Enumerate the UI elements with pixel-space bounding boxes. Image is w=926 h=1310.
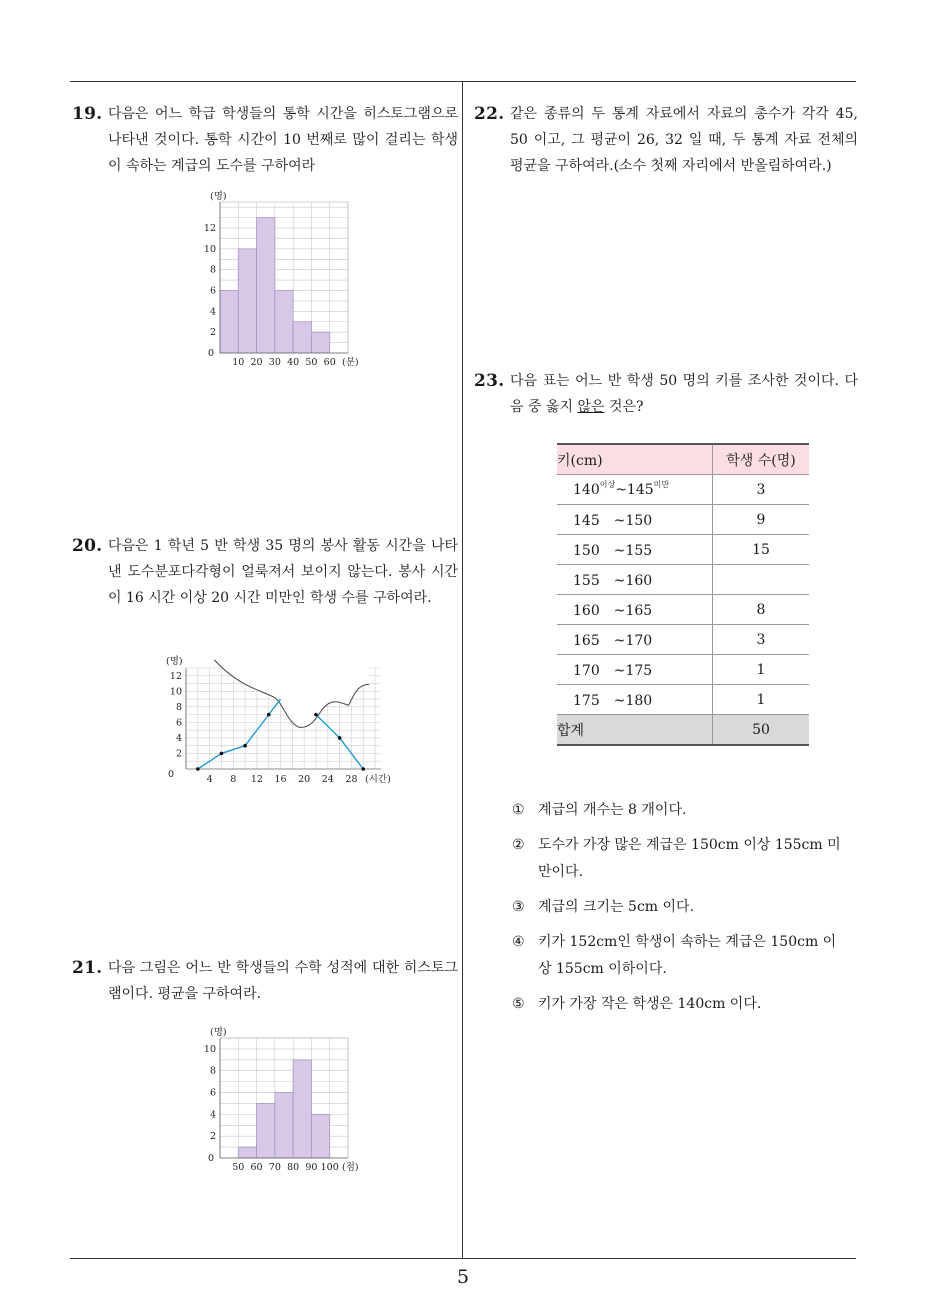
y-tick-label: 4 xyxy=(209,306,216,318)
table-header-row xyxy=(557,444,809,475)
data-point xyxy=(267,713,271,717)
y-tick-label: 6 xyxy=(209,285,216,297)
x-tick-label: 16 xyxy=(274,774,287,785)
x-tick-label: 8 xyxy=(230,774,237,785)
label-exclusive: 미만 xyxy=(653,479,670,489)
option-text: 계급의 크기는 5cm 이다. xyxy=(538,899,695,915)
question-21 xyxy=(72,955,458,1007)
y-unit-label: (명) xyxy=(210,1027,227,1038)
histogram-bar xyxy=(220,291,238,353)
count-cell: 1 xyxy=(713,655,810,685)
x-tick-label: 60 xyxy=(250,1162,263,1173)
question-text-part: 것은? xyxy=(604,399,644,415)
question-22 xyxy=(474,101,858,179)
y-tick-label: 12 xyxy=(169,670,182,682)
question-number: 22. xyxy=(474,104,505,124)
question-text: 다음 그림은 어느 반 학생들의 수학 성적에 대한 히스토그램이다. 평균을 구하여라. xyxy=(108,960,458,1002)
count-cell: 8 xyxy=(713,595,810,625)
count-cell: 9 xyxy=(713,505,810,535)
option-text: 키가 152cm인 학생이 속하는 계급은 150cm 이상 155cm 이하이다. xyxy=(538,934,837,977)
option-text: 도수가 가장 많은 계급은 150cm 이상 155cm 미만이다. xyxy=(538,837,841,880)
x-tick-label: 50 xyxy=(232,1162,245,1173)
data-point xyxy=(220,752,224,756)
histogram-commute-time xyxy=(195,192,370,370)
option-marker: ③ xyxy=(512,899,525,915)
question-text: 다음은 1 학년 5 반 학생 35 명의 봉사 활동 시간을 나타낸 도수분포다각형이 얼룩져서 보이지 않는다. 봉사 시간이 16 시간 이상 20 시간 미만인 학생 수를 구하여라. xyxy=(108,538,458,606)
table-row xyxy=(557,655,809,685)
table-row xyxy=(557,565,809,595)
underlined-word: 않은 xyxy=(577,399,605,415)
range-cell: 165 ~170 xyxy=(557,625,713,655)
option-4[interactable] xyxy=(512,929,842,983)
histogram-math-scores-svg xyxy=(195,1018,370,1178)
x-tick-label: 20 xyxy=(298,774,311,785)
option-3[interactable] xyxy=(512,894,842,921)
y-tick-label: 10 xyxy=(169,686,182,698)
x-unit-label: (분) xyxy=(342,357,359,368)
y-tick-label: 2 xyxy=(209,327,216,339)
x-tick-label: 80 xyxy=(287,1162,300,1173)
range-from: 140 xyxy=(573,481,600,498)
histogram-bar xyxy=(311,1114,329,1158)
question-number: 23. xyxy=(474,371,505,391)
y-tick-label: 4 xyxy=(209,1109,216,1121)
origin-label: 0 xyxy=(207,1153,214,1164)
y-tick-label: 2 xyxy=(175,748,182,760)
table-row xyxy=(557,595,809,625)
data-point xyxy=(243,744,247,748)
range-cell: 170 ~175 xyxy=(557,655,713,685)
range-to: ~145 xyxy=(615,481,654,498)
answer-options xyxy=(512,797,842,1026)
blot-mask xyxy=(214,660,369,727)
histogram-bar xyxy=(293,322,311,353)
count-cell: 15 xyxy=(713,535,810,565)
label-inclusive: 이상 xyxy=(599,479,616,489)
header-height: 키(cm) xyxy=(557,444,713,475)
total-value: 50 xyxy=(713,715,810,746)
range-cell: 175 ~180 xyxy=(557,685,713,715)
range-cell: 145 ~150 xyxy=(557,505,713,535)
option-1[interactable] xyxy=(512,797,842,824)
y-tick-label: 8 xyxy=(209,1065,216,1077)
x-tick-label: 28 xyxy=(345,774,358,785)
histogram-commute-time-svg xyxy=(195,192,370,370)
option-marker: ⑤ xyxy=(512,996,525,1012)
histogram-bar xyxy=(238,249,256,353)
table-row xyxy=(557,475,809,505)
histogram-bar xyxy=(238,1147,256,1158)
x-unit-label: (점) xyxy=(342,1162,359,1173)
data-point xyxy=(338,736,342,740)
question-20 xyxy=(72,533,458,611)
x-tick-label: 60 xyxy=(323,357,336,368)
table-row xyxy=(557,625,809,655)
bottom-rule xyxy=(70,1258,856,1259)
range-cell xyxy=(557,475,713,505)
data-point xyxy=(361,767,365,771)
histogram-bar xyxy=(257,1103,275,1158)
data-point xyxy=(196,767,200,771)
range-cell: 155 ~160 xyxy=(557,565,713,595)
y-tick-label: 8 xyxy=(175,701,182,713)
y-tick-label: 2 xyxy=(209,1131,216,1143)
question-text: 같은 종류의 두 통계 자료에서 자료의 총수가 각각 45, 50 이고, 그 평균이 26, 32 일 때, 두 통계 자료 전체의 평균을 구하여라.(소수 첫째 자리에서 반올림하여라.) xyxy=(510,106,858,174)
x-tick-label: 70 xyxy=(268,1162,281,1173)
column-divider xyxy=(462,82,463,1258)
top-rule xyxy=(70,81,856,82)
y-tick-label: 10 xyxy=(203,1043,216,1055)
y-unit-label: (명) xyxy=(210,191,227,202)
range-cell: 160 ~165 xyxy=(557,595,713,625)
y-tick-label: 6 xyxy=(175,717,182,729)
histogram-math-scores xyxy=(195,1018,370,1178)
y-tick-label: 12 xyxy=(203,223,216,235)
total-label: 합계 xyxy=(557,715,713,746)
histogram-bar xyxy=(293,1060,311,1158)
x-tick-label: 50 xyxy=(305,357,318,368)
question-text xyxy=(510,368,858,420)
count-cell: 3 xyxy=(713,475,810,505)
count-cell: 1 xyxy=(713,685,810,715)
question-text-part: 다음 표는 어느 반 학생 50 명의 키를 조사한 것이다. 다음 중 옳지 xyxy=(510,373,858,415)
option-marker: ② xyxy=(512,837,525,853)
page-number: 5 xyxy=(456,1266,470,1288)
x-tick-label: 100 xyxy=(320,1162,339,1173)
question-text: 다음은 어느 학급 학생들의 통학 시간을 히스토그램으로 나타낸 것이다. 통학 시간이 10 번째로 많이 걸리는 학생이 속하는 계급의 도수를 구하여라 xyxy=(108,106,458,174)
frequency-polygon-volunteer-hours xyxy=(160,654,400,794)
y-tick-label: 4 xyxy=(175,732,182,744)
height-frequency-table xyxy=(557,443,809,746)
question-19 xyxy=(72,101,458,179)
x-tick-label: 40 xyxy=(287,357,300,368)
option-marker: ① xyxy=(512,802,525,818)
histogram-bar xyxy=(275,291,293,353)
option-text: 키가 가장 작은 학생은 140cm 이다. xyxy=(538,996,762,1012)
x-tick-label: 90 xyxy=(305,1162,318,1173)
x-tick-label: 10 xyxy=(232,357,245,368)
table-row xyxy=(557,505,809,535)
histogram-bar xyxy=(311,332,329,353)
x-tick-label: 12 xyxy=(250,774,263,785)
y-tick-label: 10 xyxy=(203,243,216,255)
histogram-bar xyxy=(257,218,275,353)
table-body xyxy=(557,475,809,715)
question-number: 20. xyxy=(72,536,103,556)
option-marker: ④ xyxy=(512,934,525,950)
x-tick-label: 20 xyxy=(250,357,263,368)
frequency-polygon-svg xyxy=(160,654,400,794)
count-cell xyxy=(713,565,810,595)
count-cell: 3 xyxy=(713,625,810,655)
question-23 xyxy=(474,368,858,420)
y-tick-label: 6 xyxy=(209,1087,216,1099)
option-5[interactable] xyxy=(512,991,842,1018)
origin-label: 0 xyxy=(168,769,175,780)
range-cell: 150 ~155 xyxy=(557,535,713,565)
table-row xyxy=(557,685,809,715)
question-number: 19. xyxy=(72,104,103,124)
x-tick-label: 24 xyxy=(321,774,334,785)
header-count: 학생 수(명) xyxy=(713,444,810,475)
x-tick-label: 30 xyxy=(268,357,281,368)
origin-label: 0 xyxy=(207,348,214,359)
option-2[interactable] xyxy=(512,832,842,886)
histogram-bar xyxy=(275,1093,293,1158)
y-unit-label: (명) xyxy=(166,656,183,667)
x-unit-label: (시간) xyxy=(365,774,391,785)
x-tick-label: 4 xyxy=(206,774,213,785)
table-row xyxy=(557,535,809,565)
data-point xyxy=(314,713,318,717)
question-number: 21. xyxy=(72,958,103,978)
option-text: 계급의 개수는 8 개이다. xyxy=(538,802,687,818)
table-total-row xyxy=(557,715,809,746)
y-tick-label: 8 xyxy=(209,264,216,276)
